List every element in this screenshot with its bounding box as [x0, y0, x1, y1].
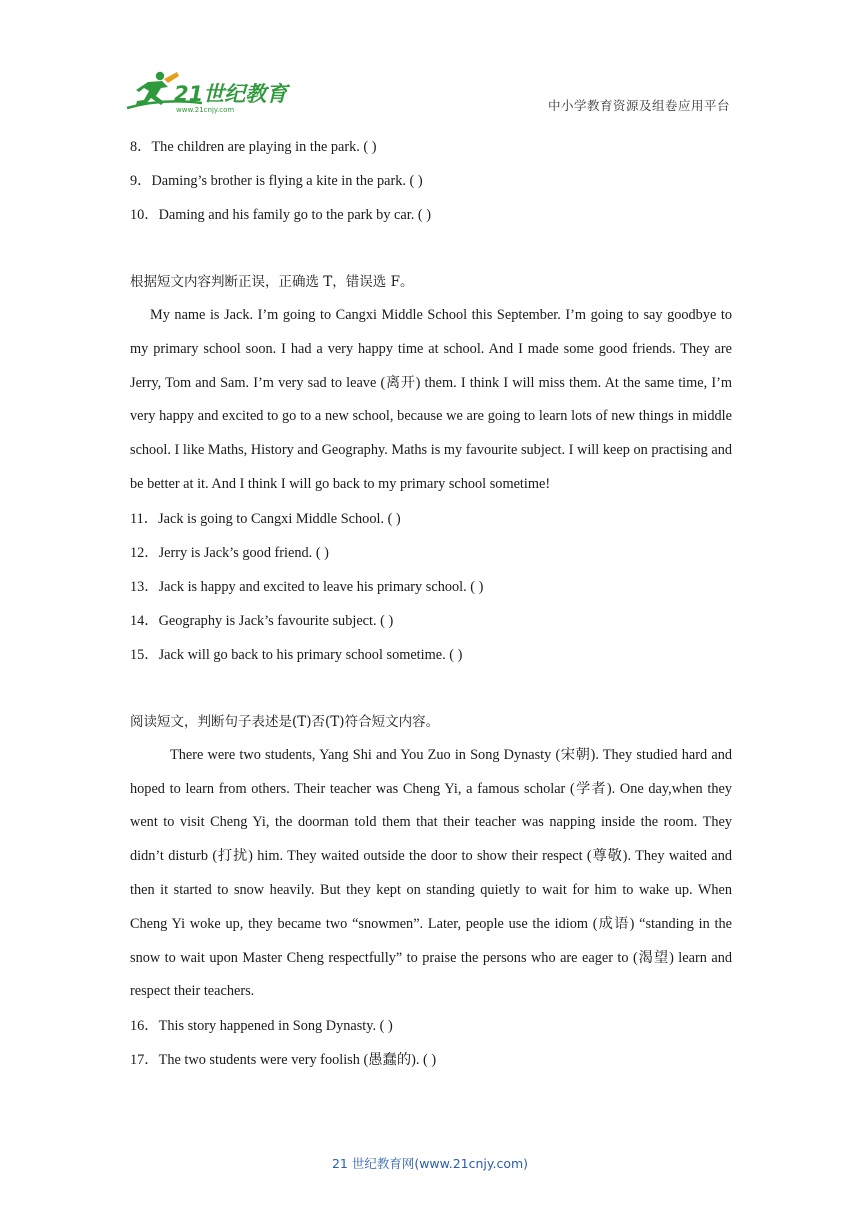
question-8: 8．The children are playing in the park. ( ) [130, 139, 377, 155]
question-15: 15．Jack will go back to his primary school sometime. ( ) [130, 646, 463, 663]
page-header [0, 0, 860, 128]
svg-text:www.21cnjy.com: www.21cnjy.com [176, 106, 235, 114]
page-footer: 21 世纪教育网(www.21cnjy.com) [331, 1156, 529, 1171]
question-10: 10．Daming and his family go to the park by car. ( ) [130, 207, 431, 223]
question-17: 17．The two students were very foolish (愚蠢的). ( ) [130, 1052, 437, 1069]
section3-passage: There were two students, Yang Shi and You Zuo in Song Dynasty (宋朝). They studied hard and hoped to learn from others. Their teacher was Cheng Yi, a famous scholar (学者). One day,when they went to visit Cheng Yi, the doorman told them that their teacher was napping inside the room. They didn’t disturb (打扰) him. They waited outside the door to show their respect (尊敬). They waited and then it started to snow heavily. But they kept on standing quietly to wait for him to wake up. When Cheng Yi woke up, they became two “snowmen”. Later, people use the idiom (成语) “standing in the snow to wait upon Master Cheng respectfully” to praise the persons who are eager to (渴望) learn and respect their teachers. [130, 746, 732, 1000]
question-11: 11．Jack is going to Cangxi Middle School. ( ) [130, 510, 401, 527]
platform-name: 中小学教育资源及组卷应用平台 [547, 98, 730, 113]
logo [122, 70, 292, 114]
question-14: 14．Geography is Jack’s favourite subject. ( ) [130, 612, 394, 629]
question-13: 13．Jack is happy and excited to leave his primary school. ( ) [130, 578, 484, 595]
question-9: 9．Daming’s brother is flying a kite in the park. ( ) [130, 173, 423, 189]
section2-instruction: 根据短文内容判断正误，正确选 T，错误选 F。 [130, 274, 414, 290]
section3-instruction: 阅读短文，判断句子表述是(T)否(T)符合短文内容。 [130, 713, 440, 730]
runner-logo-icon [122, 70, 292, 114]
svg-text:21世纪教育: 21世纪教育 [174, 82, 288, 106]
question-16: 16．This story happened in Song Dynasty. ( ) [130, 1018, 393, 1035]
section2-passage: My name is Jack. I’m going to Cangxi Middle School this September. I’m going to say goodbye to my primary school soon. I had a very happy time at school. And I made some good friends. They are Jerry, Tom and Sam. I’m very sad to leave (离开) them. I think I will miss them. At the same time, I’m very happy and excited to go to a new school, because we are going to learn lots of new things in middle school. I like Maths, History and Geography. Maths is my favourite subject. I will keep on practising and be better at it. And I think I will go back to my primary school sometime! [130, 307, 732, 492]
question-12: 12．Jerry is Jack’s good friend. ( ) [130, 544, 329, 561]
worksheet-content [130, 130, 732, 1077]
